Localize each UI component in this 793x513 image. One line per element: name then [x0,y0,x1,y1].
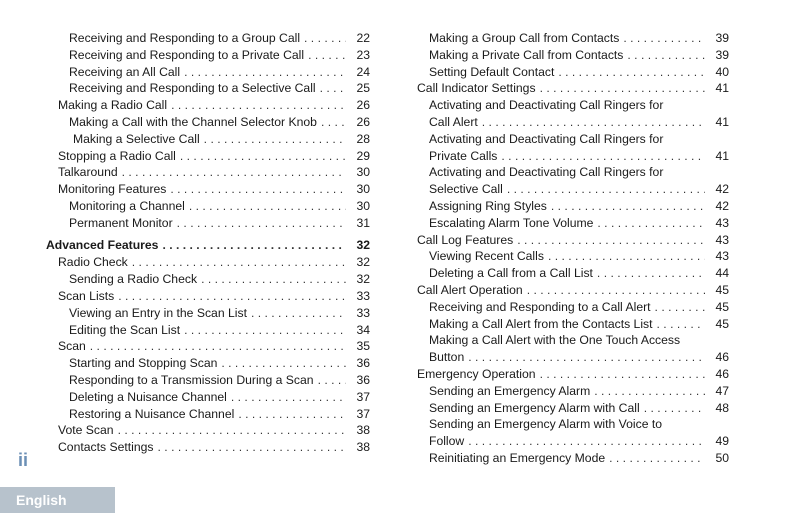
toc-entry[interactable] [417,433,729,450]
dot-leader [609,450,705,467]
toc-entry-title: Deleting a Nuisance Channel [69,389,227,404]
toc-page-number: 23 [356,47,370,62]
toc-entry[interactable] [417,215,729,232]
toc-entry[interactable] [46,254,370,271]
toc-page-number: 43 [715,232,729,247]
toc-page-number: 38 [356,440,370,455]
dot-leader [189,198,346,215]
toc-page-number: 43 [715,215,729,230]
toc-entry-title: Sending a Radio Check [69,272,198,287]
toc-page-number: 47 [715,383,729,398]
dot-leader [623,30,705,47]
toc-entry-title: Monitoring Features [58,182,167,197]
toc-entry[interactable] [46,64,370,81]
toc-entry[interactable] [417,47,729,64]
dot-leader [158,439,346,456]
toc-entry-title: Sending an Emergency Alarm [429,383,591,398]
toc-entry-title-continued: Selective Call [429,182,503,197]
toc-page-number: 28 [356,131,370,146]
dot-leader [304,30,346,47]
toc-entry-title: Activating and Deactivating Call Ringers for [429,165,664,180]
toc-entry[interactable] [417,265,729,282]
toc-right-column [417,30,729,467]
toc-entry[interactable] [46,198,370,215]
toc-page-number: 40 [715,64,729,79]
dot-leader [184,64,346,81]
toc-entry[interactable] [46,80,370,97]
toc-page-number: 31 [356,215,370,230]
toc-entry-title: Call Log Features [417,232,514,247]
toc-page-number: 35 [356,339,370,354]
toc-entry-title-continued: Private Calls [429,148,498,163]
toc-page-number: 33 [356,288,370,303]
toc-page-number: 32 [356,255,370,270]
dot-leader [118,288,346,305]
toc-entry-title: Call Alert Operation [417,282,523,297]
toc-entry-title: Advanced Features [46,237,159,252]
toc-section-heading[interactable] [46,237,370,254]
toc-entry-title: Monitoring a Channel [69,198,185,213]
dot-leader [177,215,346,232]
dot-leader [468,433,705,450]
toc-entry-title: Restoring a Nuisance Channel [69,406,235,421]
toc-entry-title: Assigning Ring Styles [429,198,547,213]
toc-page-number: 29 [356,148,370,163]
toc-entry[interactable] [417,80,729,97]
dot-leader [540,80,705,97]
toc-entry-title: Vote Scan [58,423,114,438]
toc-entry-title: Scan Lists [58,288,115,303]
toc-entry-title: Permanent Monitor [69,215,173,230]
toc-entry[interactable] [46,288,370,305]
toc-entry[interactable] [46,338,370,355]
dot-leader [644,400,705,417]
toc-entry[interactable] [417,198,729,215]
toc-entry-title: Viewing an Entry in the Scan List [69,305,247,320]
toc-entry-title: Sending an Emergency Alarm with Voice to [429,417,663,432]
toc-entry[interactable] [46,47,370,64]
toc-entry-title: Receiving and Responding to a Private Call [69,47,305,62]
dot-leader [231,389,346,406]
toc-entry-title: Making a Radio Call [58,98,168,113]
toc-page-number: 26 [356,98,370,113]
toc-entry[interactable] [46,439,370,456]
toc-entry-title-continued: Button [429,350,465,365]
toc-entry-title: Making a Call with the Channel Selector Knob [69,114,317,129]
toc-entry[interactable] [46,372,370,389]
toc-page-number: 45 [715,299,729,314]
dot-leader [318,372,346,389]
toc-page-number: 44 [715,266,729,281]
toc-page-number: 45 [715,282,729,297]
toc-entry[interactable] [46,114,370,131]
dot-leader [507,181,705,198]
toc-entry[interactable] [417,366,729,383]
dot-leader [321,114,346,131]
dot-leader [482,114,705,131]
toc-entry-title: Escalating Alarm Tone Volume [429,215,594,230]
toc-page-number: 36 [356,372,370,387]
toc-entry[interactable] [417,282,729,299]
toc-page-number: 26 [356,114,370,129]
toc-entry[interactable] [46,215,370,232]
toc-entry[interactable] [417,400,729,417]
dot-leader [594,383,705,400]
dot-leader [184,322,346,339]
language-tab: English [0,487,115,513]
toc-entry[interactable] [46,97,370,114]
toc-entry-title: Editing the Scan List [69,322,181,337]
dot-leader [132,254,346,271]
toc-entry[interactable] [417,299,729,316]
toc-entry[interactable] [46,406,370,423]
dot-leader [501,148,705,165]
dot-leader [201,271,346,288]
dot-leader [221,355,346,372]
dot-leader [657,316,705,333]
toc-entry[interactable] [417,248,729,265]
toc-entry-title-continued: Follow [429,434,465,449]
toc-entry-title: Setting Default Contact [429,64,555,79]
toc-entry-title-continued: Call Alert [429,114,478,129]
dot-leader [468,349,705,366]
toc-page-number: 34 [356,322,370,337]
toc-entry[interactable] [46,305,370,322]
dot-leader [308,47,346,64]
toc-page-number: 42 [715,182,729,197]
toc-page-number: 46 [715,366,729,381]
toc-page-number: 43 [715,249,729,264]
dot-leader [597,265,705,282]
dot-leader [558,64,705,81]
toc-page-number: 39 [715,47,729,62]
toc-page-number: 33 [356,305,370,320]
dot-leader [320,80,346,97]
toc-entry[interactable] [417,148,729,165]
toc-entry-title: Scan [58,339,86,354]
dot-leader [122,164,346,181]
toc-page-number: 30 [356,165,370,180]
dot-leader [251,305,346,322]
dot-leader [527,282,705,299]
dot-leader [204,131,346,148]
toc-page-number: 41 [715,148,729,163]
toc-entry[interactable] [46,148,370,165]
toc-entry-title: Receiving and Responding to a Group Call [69,31,301,45]
toc-entry[interactable] [46,30,370,47]
toc-page-number: 38 [356,423,370,438]
toc-page-number: 41 [715,114,729,129]
toc-entry-title: Activating and Deactivating Call Ringers for [429,98,664,113]
toc-entry[interactable] [46,389,370,406]
toc-entry-title: Viewing Recent Calls [429,249,544,264]
toc-entry[interactable] [46,355,370,372]
toc-page-number: 25 [356,81,370,96]
toc-entry-title: Making a Group Call from Contacts [429,31,620,45]
toc-entry[interactable] [417,316,729,333]
toc-page-number: 49 [715,434,729,449]
toc-page-number: 30 [356,182,370,197]
toc-entry-title: Talkaround [58,165,118,180]
toc-entry[interactable] [46,271,370,288]
toc-page-number: 41 [715,81,729,96]
toc-page-number: 39 [715,31,729,45]
toc-page-number: 42 [715,198,729,213]
dot-leader [180,148,346,165]
toc-entry[interactable] [417,64,729,81]
toc-page-number: 30 [356,198,370,213]
toc-page-number: 22 [356,31,370,45]
toc-entry[interactable] [417,450,729,467]
dot-leader [171,97,346,114]
toc-entry-title: Making a Call Alert with the One Touch Access [429,333,681,348]
dot-leader [162,237,346,254]
toc-entry-title: Call Indicator Settings [417,81,536,96]
dot-leader [548,248,705,265]
toc-entry-title: Reinitiating an Emergency Mode [429,450,606,465]
toc-entry-title: Deleting a Call from a Call List [429,266,593,281]
dot-leader [540,366,705,383]
toc-entry-title: Receiving an All Call [69,64,181,79]
dot-leader [90,338,346,355]
toc-page-number: 46 [715,350,729,365]
toc-entry[interactable] [417,181,729,198]
toc-entry-title: Contacts Settings [58,440,154,455]
toc-page-number: 32 [356,237,370,252]
dot-leader [238,406,346,423]
toc-entry[interactable] [46,164,370,181]
toc-page-number: 45 [715,316,729,331]
toc-page-number: 24 [356,64,370,79]
toc-entry-title: Activating and Deactivating Call Ringers for [429,131,664,146]
toc-entry[interactable] [46,181,370,198]
toc-entry[interactable] [46,131,370,148]
toc-entry-title: Receiving and Responding to a Selective Call [69,81,316,96]
toc-page-number: 37 [356,389,370,404]
toc-page-number: 37 [356,406,370,421]
toc-entry[interactable] [417,383,729,400]
toc-entry[interactable] [46,322,370,339]
toc-page-number: 32 [356,272,370,287]
toc-entry-title: Making a Call Alert from the Contacts List [429,316,653,331]
dot-leader [551,198,705,215]
toc-entry-title: Sending an Emergency Alarm with Call [429,400,640,415]
toc-entry[interactable] [417,232,729,249]
dot-leader [627,47,705,64]
dot-leader [517,232,705,249]
dot-leader [170,181,346,198]
dot-leader [597,215,705,232]
toc-entry[interactable] [417,30,729,47]
toc-page-number: 48 [715,400,729,415]
toc-entry-title: Starting and Stopping Scan [69,356,218,371]
toc-entry[interactable] [417,114,729,131]
dot-leader [655,299,705,316]
dot-leader [118,422,346,439]
toc-entry-title: Stopping a Radio Call [58,148,176,163]
toc-entry-title: Radio Check [58,255,128,270]
toc-entry-title: Responding to a Transmission During a Scan [69,372,314,387]
toc-entry-title: Emergency Operation [417,366,536,381]
toc-page-number: 36 [356,356,370,371]
toc-entry-title: Making a Private Call from Contacts [429,47,624,62]
page-number: ii [18,450,29,470]
toc-entry[interactable] [417,349,729,366]
toc-entry[interactable] [46,422,370,439]
toc-page-number: 50 [715,450,729,465]
toc-left-column [46,30,370,456]
toc-entry-title: Receiving and Responding to a Call Alert [429,299,651,314]
toc-entry-title: Making a Selective Call [73,131,200,146]
